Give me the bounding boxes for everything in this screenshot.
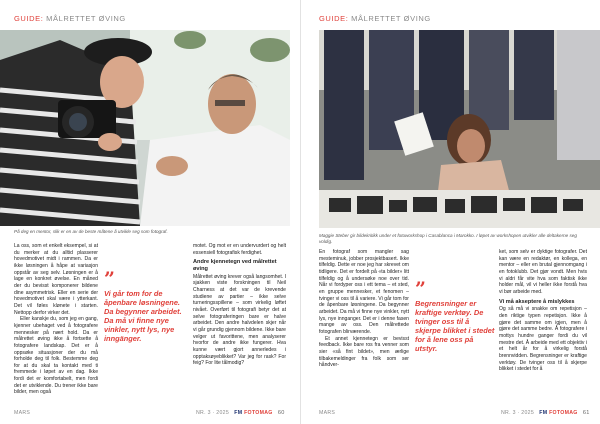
mentor-photo-image [0, 30, 290, 226]
kicker-title: MÅLRETTET ØVING [46, 14, 126, 23]
logo-part-a: FM [234, 410, 243, 416]
workshop-photo-image [319, 30, 600, 228]
footer-issue-block [501, 410, 590, 416]
pull-quote-text: Vi går tom for de åpenbare løsningene. Da begynner arbeidet. Da må vi finne nye vinkler, nytt lys, nye inngänger. [104, 289, 182, 344]
body-paragraph: Målrettet øving krever også langsomhet. I sjakken viste forskningen til Neil Charness at det var de krevende studiene av partier – ikke selve turneringsspillene – som virkelig løftet nivået. Overført til fotografi betyr det at selve fotograferingen bare er halve arbeidet. Den andre halvdelen skjer når vi går grundig gjennom bildene. Ikke bare velger ut favorittene, men analyserer hvorfor de andre ikke fungerer. Hva kunne vært gjort annerledes i opptaksøyeblikket? Var jeg for rask? For feig? For lite tålmodig? [193, 273, 286, 367]
right-page [300, 0, 600, 424]
pull-quote [104, 268, 184, 344]
fotomag-logo [539, 410, 577, 416]
body-paragraph: Eller kanskje du, som jeg en gang, kjenner ubehaget ved å fotografere mennesker på nært hold. Da er målrettet øving ikke å fortsette å fotografere landskap. Det er å oppsøke situasjoner der du må forholde deg til folk. Bestemme deg for at du skal ta kontakt med ti fremmede i løpet av en dag. Ikke fordi det er komfortabelt, men fordi det er utviklende. Du trener ikke bare bilder, men også [14, 316, 98, 396]
text-column-3 [193, 243, 286, 367]
photo-caption: På deg en mentor, slik er en av de beste måtene å utvikle seg som fotograf. [14, 229, 168, 234]
quote-mark-icon: ” [415, 278, 426, 300]
footer-issue: NR. 3 · 2025 [501, 410, 535, 416]
page-number: 60 [277, 410, 285, 416]
footer-issue-block [196, 410, 285, 416]
fotomag-logo [234, 410, 272, 416]
page-number: 61 [582, 410, 590, 416]
logo-part-b: FOTOMAG [244, 410, 273, 416]
text-column-3 [499, 249, 587, 373]
section-kicker [14, 14, 126, 23]
body-paragraph: ket, som selv er dyktige fotografer. Det kan være en redaktør, en kollega, en mentor – eller en brutal gjennomgang i en fotoklubb. Det gjør vondt. Men hvis vi aldri får vite hva som faktisk ikke holder mål, vil vi heller ikke forstå hva vi bør arbeide med. [499, 249, 587, 295]
quote-mark-icon: ” [104, 268, 115, 290]
pull-quote-text: Begrensninger er kraftige verktøy. De tvinger oss til å skjerpe blikket i stedet for å lene oss på utstyr. [415, 299, 495, 354]
body-paragraph: En fotograf som mangler sag mesteminuk, jobber prosjektbasert. Ikke tilfeldig. Dette er noe jeg har skrevet om tidligere. Det er fordelt på «ta bilder» litt tilfeldig og å undersøke noe over tid. Når vi fordyper oss i ett tema – et sted, en gruppe mennesker, et fenomen – tvinger vi oss til å variere. Vi går tom for de åpenbare løsningene. Da begynner arbeidet. Da må vi finne nye vinkler, nytt lys, nye innganger. Det er i denne fasen mange av oss. Den målrettede fotografen blirværende. [319, 249, 409, 335]
logo-part-a: FM [539, 410, 548, 416]
text-column-1 [14, 243, 98, 396]
workshop-photo [319, 30, 600, 228]
subheading: Vi må akseptere å mislykkes [499, 298, 575, 305]
kicker-title: MÅLRETTET ØVING [351, 14, 431, 23]
body-paragraph: motet. Og mot er en undervurdert og helt essensiell fotografisk ferdighet. [193, 243, 286, 256]
body-paragraph: Et annet kjennetegn er bevisst feedback. Ikke bare ros fra venner som sier «så fint bildet», men ærlige tilbakemeldinger fra folk som ser håndver- [319, 335, 409, 369]
footer-month: MARS [14, 410, 31, 416]
mentor-photo [0, 30, 290, 226]
text-column-1 [319, 249, 409, 369]
footer-issue: NR. 3 · 2025 [196, 410, 230, 416]
body-paragraph: Og så må vi snakke om repetisjon – den riktige typen repetisjon. Ikke å gjøre det samme om igjen, men å gjøre det samme bedre. Å fotografere i mottys hundre ganger fordi du vil mestre det. Å arbeide med ett objektiv i et helt år for å virkelig forstå brennvidden. Begrensninger er kraftige verktøy. De tvinger oss til å skjerpe blikket i stedet for å [499, 306, 587, 373]
photo-caption: Maggie Steber gir bildekritikk under et fotoworkshop i Casablanca i Marokko. I løpet av workshopen utvikler alle deltakerne seg voldig. [319, 233, 577, 245]
logo-part-b: FOTOMAG [549, 410, 578, 416]
pull-quote [415, 278, 495, 354]
kicker-prefix: GUIDE: [14, 14, 44, 23]
body-paragraph: La oss, som et enkelt eksempel, si at du merker at du alltid plasserer hovedmotivet midt i rammen. Da er ikke løsningen å håpe at variasjon oppstår av seg selv. Løsningen er å lage en konkret øvelse. En måned der du bevisst komponerer bildene dine asymmetrisk. Eller en serie der hovedmotivet skal være i ytterkant. Det vil føles klønete i starten. Nettopp derfor virker det. [14, 243, 98, 316]
kicker-prefix: GUIDE: [319, 14, 349, 23]
subheading: Andre kjennetegn ved målrettet øving [193, 259, 277, 273]
section-kicker [319, 14, 431, 23]
footer-month: MARS [319, 410, 336, 416]
